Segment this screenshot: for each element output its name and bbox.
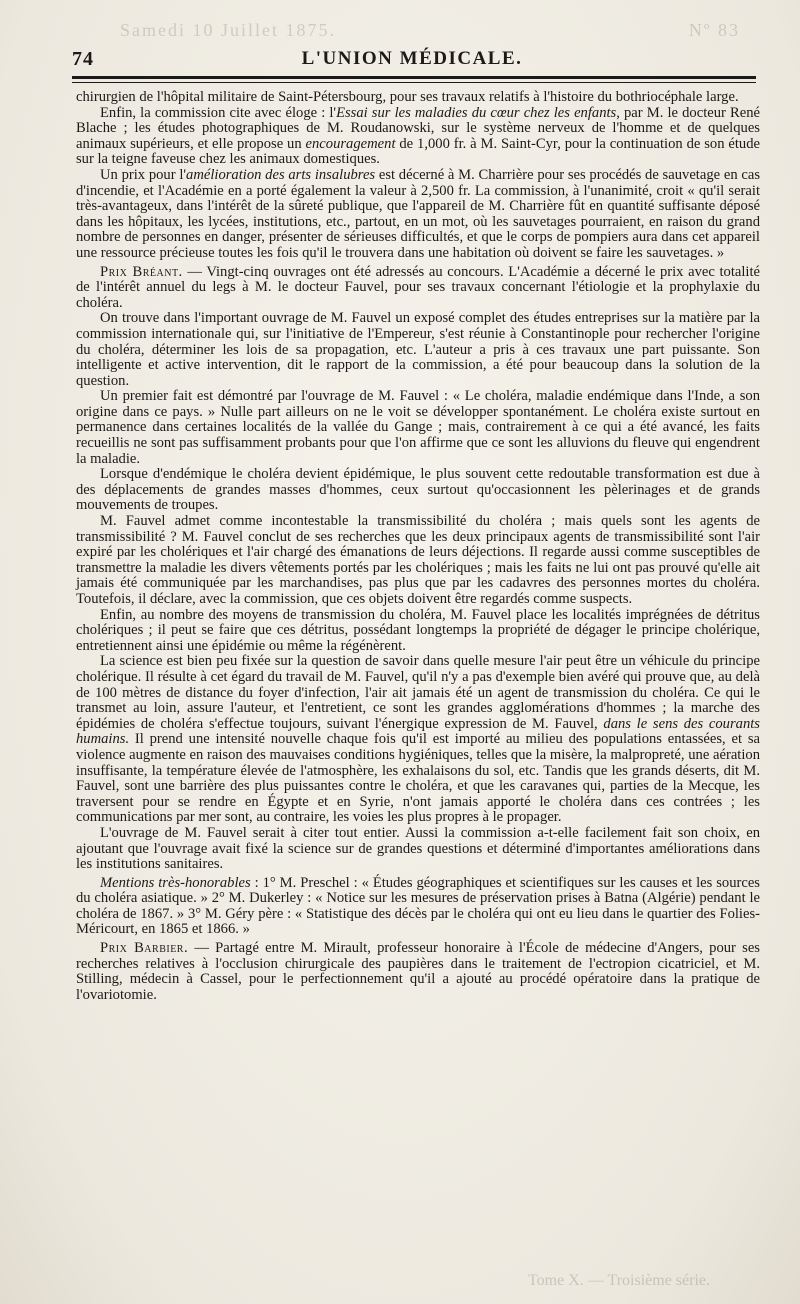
mentions-text: : 1° M. Preschel : « Études géographiques et scientifiques sur les causes et les sources du choléra asiatique. » 2° M. Dukerley : « Notice sur les mesures de préservation prises à Batna (Algérie) pendant le choléra de 1867. » 3° M. Géry père : « Statistique des décès par le choléra qui ont eu lieu dans le quartier des Folies-Méricourt, en 1865 et 1866. » (76, 874, 760, 938)
prix-breant-text: — Vingt-cinq ouvrages ont été adressés au concours. L'Académie a décerné le prix avec totalité de l'intérêt annuel du legs à M. le docteur Fauvel, pour ses travaux concernant l'étiologie et la prophylaxie du choléra. (76, 263, 760, 311)
header-rule-thin (72, 82, 756, 83)
page-number: 74 (72, 48, 94, 70)
paragraph-prix-breant (76, 265, 760, 312)
paragraph-1-text: chirurgien de l'hôpital militaire de Saint-Pétersbourg, pour ses travaux relatifs à l'histoire du bothriocéphale large. (76, 89, 739, 105)
prix-barbier-text: — Partagé entre M. Mirault, professeur honoraire à l'École de médecine d'Angers, pour ses recherches relatives à l'occlusion chirurgicale des paupières dans le traitement de l'ectropion cicatriciel, et M. Stilling, médecin à Cassel, pour le perfectionnement qu'il a ajouté au procédé opératoire dans la pratique de l'ovariotomie. (76, 940, 760, 1003)
paragraph-2 (76, 106, 760, 168)
paragraph-11 (76, 826, 760, 873)
paragraph-2-title-italic: Essai sur les maladies du cœur chez les enfants (336, 104, 617, 121)
paragraph-10-text-a: La science est bien peu fixée sur la question de savoir dans quelle mesure l'air peut être un véhicule du principe cholérique. Il résulte à cet égard du travail de M. Fauvel, qu'il n'y a pas d'exemple bien avéré qui prouve que, au delà de 100 mètres de distance du foyer d'infection, l'air ait jamais été un agent de transmission du choléra. Ce qui le transmet au loin, assure l'auteur, et l'entretient, ce sont les grandes agglomérations d'hommes ; la marche des épidémies de choléra s'effectue toujours, suivant l'énergique expression de M. Fauvel, (76, 653, 760, 732)
paragraph-6-text: Un premier fait est démontré par l'ouvrage de M. Fauvel : « Le choléra, maladie endémique dans l'Inde, a son origine dans ce pays. » Nulle part ailleurs on ne le voit se développer spontanément. Le choléra existe surtout en permanence dans certaines localités de la vallée du Gange ; mais, contrairement à ce qui a été avancé, les faits recueillis ne sont pas suffisamment probants pour que l'on affirme que ce sont les alluvions du fleuve qui engendrent la maladie. (76, 388, 760, 467)
paragraph-10 (76, 654, 760, 826)
paragraph-mentions (76, 876, 760, 938)
header-rule-thick (72, 76, 756, 79)
prix-breant-heading: Prix Bréant. (100, 263, 183, 280)
paragraph-3 (76, 168, 760, 262)
paragraph-3-text-b: est décerné à M. Charrière pour ses procédés de sauvetage en cas d'incendie, et l'Académie en a porté également la valeur à 2,500 fr. La commission, à l'unanimité, croit « qu'il serait très-avantageux, dans l'intérêt de la sûreté publique, que l'appareil de M. Charrière fût en quantité suffisante déposé dans les hôpitaux, les lycées, institutions, etc., partout, en un mot, où les sauvetages pourraient, en raison du grand nombre de personnes en danger, présenter de sérieuses difficultés, et que le corps de pompiers aura dans cet appareil une ressource précieuse toutes les fois qu'il le trouvera dans une habitation où doivent se faire les sauvetages. » (76, 166, 760, 261)
paragraph-2-italic: encouragement (305, 135, 396, 152)
bleed-through-text (120, 20, 740, 41)
paragraph-2-text-c: de 1,000 fr. à M. Saint-Cyr, pour la continuation de son étude sur la teigne faveuse chez les animaux domestiques. (76, 135, 760, 168)
paragraph-1 (76, 90, 760, 106)
paragraph-11-text: L'ouvrage de M. Fauvel serait à citer tout entier. Aussi la commission a-t-elle facilement fait son choix, en ajoutant que l'ouvrage avait fixé la science sur de grandes questions et déterminé d'importantes améliorations dans les institutions sanitaires. (76, 824, 760, 873)
paragraph-10-text-b: Il prend une intensité nouvelle chaque fois qu'il est importé au milieu des populations entassées, et sa violence augmente en raison des mauvaises conditions hygiéniques, telles que la misère, la malpropreté, une aération insuffisante, la température élevée de l'atmosphère, les exhalaisons du sol, etc. Tandis que les grands déserts, dit M. Fauvel, sont une barrière des plus puissantes contre le choléra, et que les caravanes qui, parties de la Mecque, les traversent pour se rendre en Égypte et en Syrie, n'ont jamais apporté le choléra dans ces contrées ; les communications par mer sont, au contraire, les voies les plus propres à le propager. (76, 731, 760, 826)
paragraph-2-text-b: , par M. le docteur René Blache ; les études photographiques de M. Roudanowski, sur le système nerveux de l'homme et de quelques animaux supérieurs, et elle propose un (76, 104, 760, 152)
bleed-right: Nº 83 (688, 20, 740, 40)
paragraph-10-italic: dans le sens des courants humains. (76, 715, 760, 748)
paragraph-9-text: Enfin, au nombre des moyens de transmission du choléra, M. Fauvel place les localités imprégnées de détritus cholériques ; il peut se faire que ces détritus, possédant longtemps la propriété de dégager le principe cholérique, entretiennent ainsi une épidémie ou même la régénèrent. (76, 606, 760, 654)
paragraph-8 (76, 514, 760, 608)
page-header (72, 44, 752, 72)
paragraph-8-text: M. Fauvel admet comme incontestable la transmissibilité du choléra ; mais quels sont les agents de transmissibilité ? M. Fauvel conclut de ses recherches que les deux principaux agents de transmissibilité sont l'air expiré par les cholériques et l'air chargé des émanations de leurs déjections. Il regarde aussi comme susceptibles de transmettre la maladie les divers vêtements portés par les cholériques ; mais les faits ne lui ont pas prouvé qu'elle ait jamais été communiquée par les marchandises, pas plus que par les cadavres des personnes mortes du choléra. Toutefois, il déclare, avec la commission, que ces objets doivent être regardés comme suspects. (76, 513, 760, 607)
paragraph-prix-barbier (76, 941, 760, 1003)
paragraph-3-text-a: Un prix pour l' (100, 166, 187, 183)
prix-barbier-heading: Prix Barbier. (100, 940, 189, 957)
bleed-left: Samedi 10 Juillet 1875. (120, 20, 336, 40)
paragraph-6 (76, 389, 760, 467)
paragraph-2-text-a: Enfin, la commission cite avec éloge : l' (100, 104, 337, 121)
running-title: L'UNION MÉDICALE. (301, 48, 523, 69)
paragraph-5-text: On trouve dans l'important ouvrage de M. Fauvel un exposé complet des études entreprises sur la matière par la commission internationale qui, sur l'initiative de l'Empereur, s'est réunie à Constantinople pour rechercher l'origine du choléra, déterminer les lois de sa propagation, etc. L'auteur a pris à ces travaux une part puissante. Son intelligente et active intervention, dit le rapport de la commission, a été pour beaucoup dans la solution de la question. (76, 310, 760, 389)
paragraph-9 (76, 608, 760, 655)
article-body (76, 90, 760, 1003)
mentions-heading-italic: Mentions très-honorables (100, 874, 251, 891)
footer-bleed-text: Tome X. — Troisième série. (528, 1272, 710, 1289)
paragraph-7-text: Lorsque d'endémique le choléra devient épidémique, le plus souvent cette redoutable transformation est due à des déplacements de grandes masses d'hommes, ceux surtout qu'occasionnent les pèlerinages et de grands mouvements de troupes. (76, 466, 760, 514)
paragraph-3-italic: amélioration des arts insalubres (186, 166, 376, 183)
paragraph-7 (76, 467, 760, 514)
paragraph-5 (76, 311, 760, 389)
